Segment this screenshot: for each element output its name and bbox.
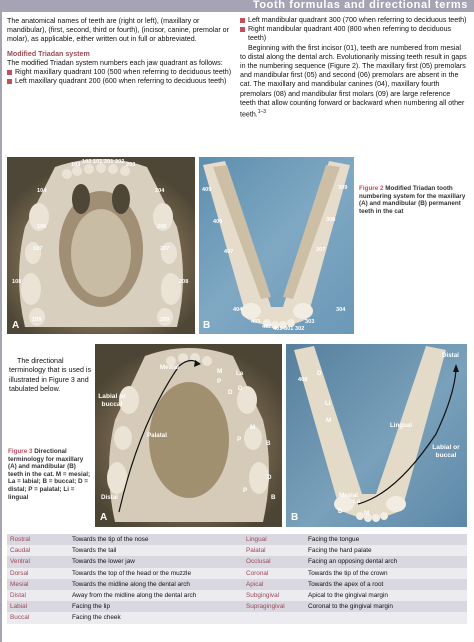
numbering-paragraph: Beginning with the first incisor (01), teeth are numbered from mesial to distal along the dental arch. Evolutionarily missing teeth result in gaps in the numbering sequence (Figure 2). The maxillary first (05) premolars and mandibular first (05) and second (06) premolars are absent in the cat. The maxillary and mandibular canines (04), maxillary fourth premolars (08) and mandibular first molars (09) are large reference teeth that allow counting forward or backward when numbering all other teeth.$^{1-3}$ — [240, 43, 467, 119]
tooth-number-label: 307 — [316, 247, 326, 253]
tooth-number-label: 308 — [326, 217, 336, 223]
bullet-quadrant-400: Right mandibular quadrant 400 (800 when referring to deciduous teeth) — [240, 25, 467, 43]
tooth-number-label: 207 — [160, 246, 170, 252]
tooth-number-label: 404 — [233, 307, 243, 313]
tooth-number-label: 304 — [336, 307, 346, 313]
panel-label-b: B — [291, 512, 299, 523]
tooth-number-label: 109 — [32, 317, 42, 323]
direction-letter: D — [267, 474, 272, 481]
direction-letter: D — [317, 370, 322, 377]
figure3-panel-a-maxilla-photo — [95, 344, 282, 527]
mandible-illustration — [199, 157, 354, 334]
tooth-number-label: 108 — [12, 279, 22, 285]
term-left: Mesial — [7, 579, 69, 590]
tooth-number-label: 402 — [262, 324, 272, 330]
lingual-label: Lingual — [390, 422, 412, 429]
maxilla-directional-illustration — [95, 344, 282, 527]
tooth-number-label: 201 — [104, 159, 114, 165]
term-left: Rostral — [7, 534, 69, 545]
distal-label: Distal — [442, 352, 459, 359]
labial-buccal-label: Labial or buccal — [98, 393, 126, 408]
tooth-number-label: 407 — [224, 249, 234, 255]
direction-letter: M — [250, 424, 256, 431]
term-right: Lingual — [243, 534, 305, 545]
figure2-panel-a-maxilla-photo — [7, 157, 195, 334]
terms-table-body — [7, 534, 467, 624]
definition-left: Towards the tip of the nose — [69, 534, 243, 545]
definition-left: Towards the top of the head or the muzzle — [69, 568, 243, 579]
definition-right — [305, 612, 467, 623]
definition-left: Towards the tail — [69, 545, 243, 556]
term-left: Distal — [7, 590, 69, 601]
tooth-number-label: 208 — [179, 279, 189, 285]
definition-right: Coronal to the gingival margin — [305, 601, 467, 612]
term-right: Palatal — [243, 545, 305, 556]
direction-letter: La — [236, 370, 244, 377]
bullet-quadrant-300: Left mandibular quadrant 300 (700 when referring to deciduous teeth) — [240, 16, 467, 25]
triadan-text: The modified Triadan system numbers each jaw quadrant as follows: — [7, 58, 223, 67]
tooth-number-label: 408 — [213, 219, 223, 225]
term-left: Dorsal — [7, 568, 69, 579]
reference-superscript: 1–3 — [257, 109, 267, 116]
tooth-number-label: 104 — [37, 188, 47, 194]
mesial-label: Mesial — [339, 492, 358, 499]
definition-right: Facing the tongue — [305, 534, 467, 545]
tooth-number-label: 409 — [202, 187, 212, 193]
definition-left: Facing the cheek — [69, 612, 243, 623]
term-right: Coronal — [243, 568, 305, 579]
palatal-label: Palatal — [147, 432, 167, 439]
tooth-number-label: 309 — [338, 185, 348, 191]
direction-letter: M — [364, 510, 370, 517]
labial-buccal-label: Labial or buccal — [432, 444, 460, 459]
table-row — [7, 601, 467, 612]
term-left: Caudal — [7, 545, 69, 556]
definition-right: Towards the apex of a root — [305, 579, 467, 590]
figure2-panel-b-mandible-photo — [199, 157, 354, 334]
table-row — [7, 545, 467, 556]
tooth-number-label: 107 — [33, 246, 43, 252]
term-right: Supragingival — [243, 601, 305, 612]
table-row — [7, 568, 467, 579]
tooth-number-label: 102 — [82, 159, 92, 165]
tooth-number-label: 301 — [284, 326, 294, 332]
table-row — [7, 556, 467, 567]
term-right: Apical — [243, 579, 305, 590]
tooth-number-label: 103 — [71, 162, 81, 168]
figure2-caption-text: Modified Triadan tooth numbering system for the maxillary (A) and mandibular (B) permanent teeth in the cat — [359, 185, 466, 215]
bullet-quadrant-100: Right maxillary quadrant 100 (500 when referring to deciduous teeth) — [7, 68, 235, 77]
definition-right: Facing an opposing dental arch — [305, 556, 467, 567]
term-left: Ventral — [7, 556, 69, 567]
direction-letter: La — [353, 498, 361, 505]
directional-terms-table — [7, 534, 467, 624]
tooth-number-label: 202 — [115, 159, 125, 165]
direction-letter: P — [237, 436, 242, 443]
definition-right: Facing the hard palate — [305, 545, 467, 556]
triadan-heading: Modified Triadan system — [7, 49, 90, 58]
intro-paragraph: The anatomical names of teeth are (right or left), (maxillary or mandibular), (first, second, third or fourth), (incisor, canine, premolar or molar), as applicable, either written out in full or abbreviated. — [7, 17, 229, 44]
term-right: Subgingival — [243, 590, 305, 601]
table-row — [7, 579, 467, 590]
left-accent-stripe — [0, 0, 2, 642]
panel-label-a: A — [100, 512, 108, 523]
term-left: Labial — [7, 601, 69, 612]
direction-letter: B — [271, 494, 276, 501]
term-left: Buccal — [7, 612, 69, 623]
direction-letter: D — [228, 389, 233, 396]
definition-left: Facing the lip — [69, 601, 243, 612]
tooth-number-label: 302 — [295, 326, 305, 332]
tooth-number-label: 303 — [305, 319, 315, 325]
tooth-number-label: 209 — [160, 317, 170, 323]
tooth-number-label: 203 — [126, 162, 136, 168]
direction-letter: D — [238, 385, 243, 392]
tooth-number-label: 408 — [298, 377, 308, 383]
table-row — [7, 612, 467, 623]
direction-letter: B — [266, 440, 271, 447]
definition-right: Apical to the gingival margin — [305, 590, 467, 601]
direction-letter: M — [217, 368, 223, 375]
definition-right: Towards the tip of the crown — [305, 568, 467, 579]
term-right — [243, 612, 305, 623]
direction-letter: P — [217, 378, 222, 385]
bullet-quadrant-200: Left maxillary quadrant 200 (600 when referring to deciduous teeth) — [7, 77, 235, 86]
text-column-left — [7, 17, 235, 86]
tooth-number-label: 101 — [93, 159, 103, 165]
definition-left: Towards the midline along the dental arch — [69, 579, 243, 590]
table-row — [7, 590, 467, 601]
tooth-number-label: 403 — [251, 319, 261, 325]
tooth-number-label: 106 — [37, 224, 47, 230]
distal-label: Distal — [101, 494, 118, 501]
panel-label-a: A — [12, 320, 20, 331]
definition-left: Away from the midline along the dental arch — [69, 590, 243, 601]
mesial-label: Mesial — [160, 364, 179, 371]
figure3-intro: The directional terminology that is used is illustrated in Figure 3 and tabulated below. — [9, 357, 92, 393]
figure3-id: Figure 3 — [8, 448, 33, 455]
direction-letter: P — [243, 487, 248, 494]
figure2-caption — [359, 185, 467, 215]
page-header — [0, 0, 474, 12]
header-title: Tooth formulas and directional terms — [252, 0, 468, 11]
direction-letter: M — [326, 417, 332, 424]
term-right: Occlusal — [243, 556, 305, 567]
tooth-number-label: 401 — [273, 326, 283, 332]
tooth-number-label: 206 — [157, 224, 167, 230]
tooth-number-label: 204 — [155, 188, 165, 194]
direction-letter: D — [338, 508, 343, 515]
figure2-id: Figure 2 — [359, 185, 384, 192]
figure3-caption — [8, 448, 92, 501]
definition-left: Towards the lower jaw — [69, 556, 243, 567]
figure3-caption-text: Directional terminology for maxillary (A) and mandibular (B) teeth in the cat. M = mesial; La = labial; B = buccal; D = distal; P = palatal; Li = lingual — [8, 448, 91, 501]
direction-letter: Li — [325, 400, 331, 407]
panel-label-b: B — [203, 320, 211, 331]
mandible-directional-illustration — [286, 344, 467, 527]
figure3-panel-b-mandible-photo — [286, 344, 467, 527]
table-row — [7, 534, 467, 545]
text-column-right — [240, 16, 467, 120]
